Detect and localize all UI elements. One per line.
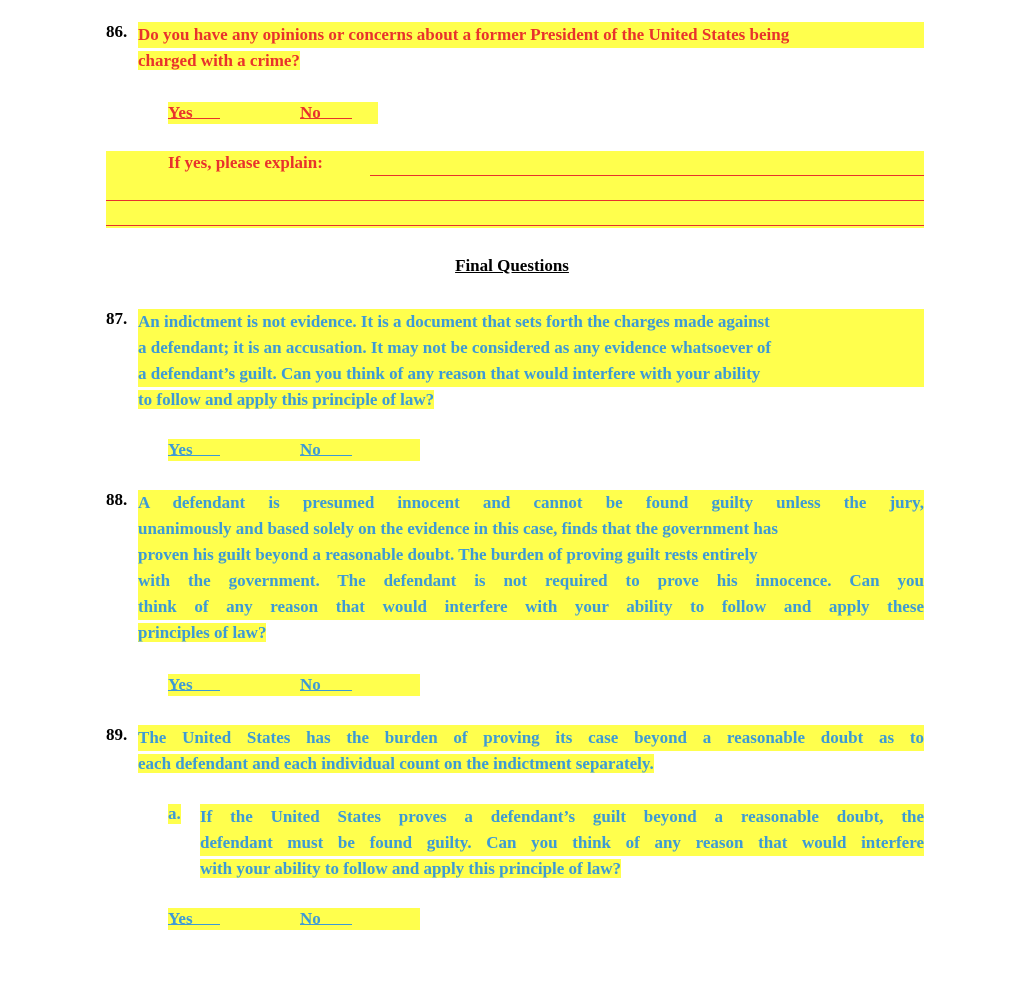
question-line: charged with a crime? <box>138 51 300 70</box>
question-number: 87. <box>106 309 128 328</box>
question-line: with your ability to follow and apply this principle of law? <box>200 859 621 878</box>
question-line: to follow and apply this principle of law? <box>138 390 435 409</box>
question-number: 89. <box>106 725 128 744</box>
sub-question-text <box>200 804 924 882</box>
sub-question-label: a. <box>168 804 181 823</box>
yes-blank[interactable] <box>168 439 220 456</box>
question-line: Do you have any opinions or concerns about a former President of the United States being <box>138 22 924 48</box>
question-line: The United States has the burden of proving its case beyond a reasonable doubt as to <box>138 725 924 751</box>
no-blank[interactable] <box>300 102 352 119</box>
question-line: a defendant; it is an accusation. It may not be considered as any evidence whatsoever of <box>138 335 924 361</box>
explain-line[interactable] <box>106 225 924 226</box>
question-number: 88. <box>106 490 128 509</box>
yes-no-answer-89a[interactable]: Yes No <box>168 908 420 930</box>
no-blank[interactable] <box>300 908 352 925</box>
question-line: with the government. The defendant is not required to prove his innocence. Can you <box>138 568 924 594</box>
explain-line[interactable] <box>106 200 924 201</box>
yes-no-answer-87[interactable]: Yes No <box>168 439 420 461</box>
yes-blank[interactable] <box>168 908 220 925</box>
explain-label: If yes, please explain: <box>168 153 323 172</box>
question-line: An indictment is not evidence. It is a document that sets forth the charges made against <box>138 309 924 335</box>
question-89a <box>168 804 924 882</box>
question-text <box>138 490 924 646</box>
question-line: think of any reason that would interfere with your ability to follow and apply these <box>138 594 924 620</box>
question-89 <box>106 725 924 777</box>
yes-blank[interactable] <box>168 674 220 691</box>
section-title: Final Questions <box>455 256 569 275</box>
question-88 <box>106 490 924 646</box>
question-line: principles of law? <box>138 623 267 642</box>
explain-box-86[interactable] <box>106 151 924 228</box>
question-text <box>138 725 924 777</box>
yes-no-answer-88[interactable]: Yes No <box>168 674 420 696</box>
question-line: a defendant’s guilt. Can you think of any reason that would interfere with your ability <box>138 361 924 387</box>
question-line: A defendant is presumed innocent and cannot be found guilty unless the jury, <box>138 490 924 516</box>
no-blank[interactable] <box>300 439 352 456</box>
no-blank[interactable] <box>300 674 352 691</box>
explain-line[interactable] <box>370 175 924 176</box>
question-87 <box>106 309 924 413</box>
question-86 <box>106 22 924 74</box>
question-line: proven his guilt beyond a reasonable doubt. The burden of proving guilt rests entirely <box>138 542 924 568</box>
question-number: 86. <box>106 22 128 41</box>
question-text <box>138 22 924 74</box>
yes-no-answer-86[interactable]: Yes No <box>168 102 378 124</box>
question-line: defendant must be found guilty. Can you think of any reason that would interfere <box>200 830 924 856</box>
question-line: If the United States proves a defendant’s guilt beyond a reasonable doubt, the <box>200 804 924 830</box>
question-line: each defendant and each individual count on the indictment separately. <box>138 754 654 773</box>
question-line: unanimously and based solely on the evidence in this case, finds that the government has <box>138 516 924 542</box>
question-text <box>138 309 924 413</box>
yes-blank[interactable] <box>168 102 220 119</box>
